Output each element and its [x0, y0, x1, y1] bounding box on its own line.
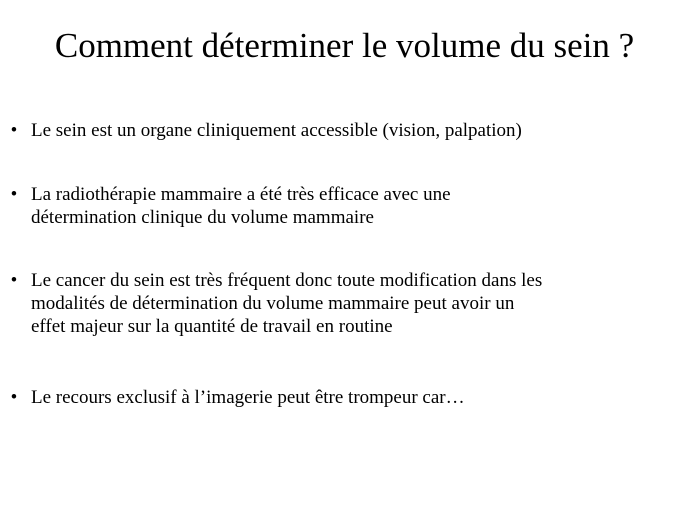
bullet-line: La radiothérapie mammaire a été très efficace avec une — [31, 184, 451, 205]
bullet-line: Le recours exclusif à l’imagerie peut être trompeur car… — [31, 387, 465, 408]
bullet-text — [31, 269, 683, 338]
bullet-text — [31, 183, 683, 229]
bullet-marker: • — [10, 387, 18, 408]
bullet-line: détermination clinique du volume mammaire — [31, 207, 374, 228]
bullet-line: Le cancer du sein est très fréquent donc toute modification dans les — [31, 270, 543, 291]
bullet-text — [31, 386, 683, 409]
slide-title: Comment déterminer le volume du sein ? — [54, 26, 635, 65]
bullet-line: Le sein est un organe cliniquement accessible (vision, palpation) — [31, 120, 522, 141]
bullet-line: effet majeur sur la quantité de travail en routine — [31, 316, 393, 337]
bullet-marker: • — [10, 120, 18, 141]
bullet-line: modalités de détermination du volume mammaire peut avoir un — [31, 293, 515, 314]
bullet-marker: • — [10, 184, 18, 205]
bullet-marker: • — [10, 270, 18, 291]
bullet-text — [31, 119, 683, 142]
